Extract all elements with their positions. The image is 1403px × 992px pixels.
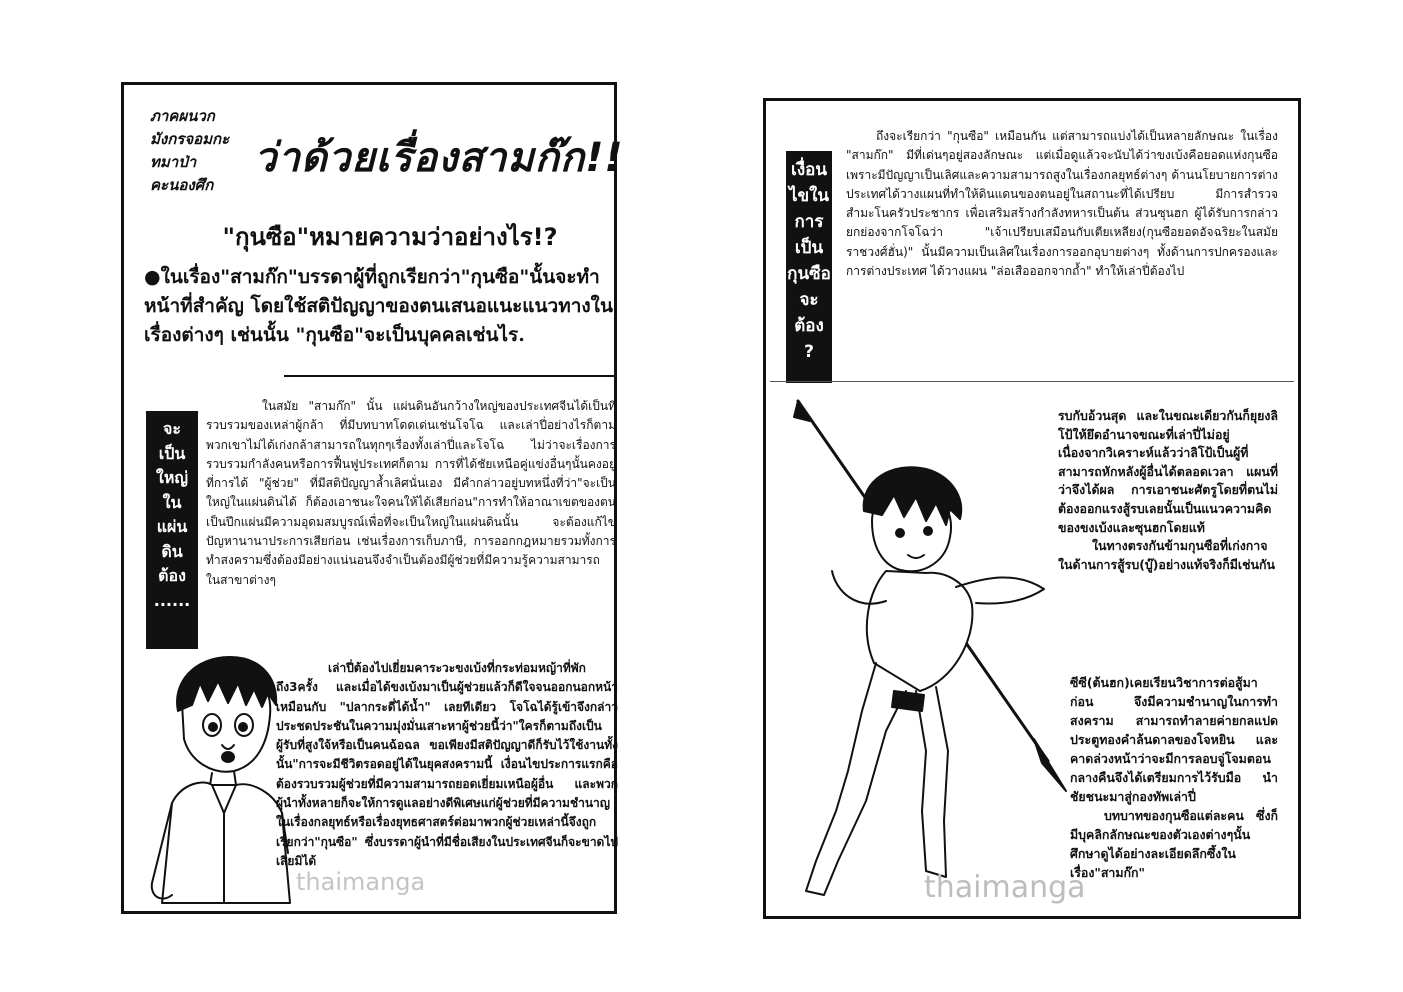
banner-word: ? [804, 342, 814, 362]
watermark: thaimanga [296, 868, 426, 896]
side-banner [146, 411, 198, 649]
divider [770, 381, 1294, 382]
banner-word: จะ [799, 290, 819, 310]
banner-word: แผ่น [156, 517, 188, 536]
side-banner [786, 151, 832, 383]
series-line: ทมาป่า [150, 153, 197, 171]
banner-word: ต้อง [794, 316, 824, 336]
banner-word: ไขใน [788, 186, 830, 206]
series-line: คะนองศึก [150, 176, 214, 194]
banner-word: ใหญ่ [156, 468, 188, 487]
banner-word: ...... [153, 590, 191, 610]
series-line: มังกรจอมกะ [150, 130, 230, 148]
paragraph-text: ซีซี(ต้นฮก)เคยเรียนวิชาการต่อสู้มาก่อน จึงมีความชำนาญในการทำสงคราม สามารถทำลายค่ายกลแปดประตูทองคำล้นดาลของโจหยิน และคาดล่วงหน้าว่าจะมีการลอบจู่โจมตอนกลางคืนจึงได้เตรียมการไว้รับมือ นำชัยชนะมาสู่กองทัพเล่าปี่ [1070, 675, 1278, 804]
right-page-frame [763, 98, 1301, 919]
banner-word: เงื่อน [791, 160, 827, 180]
banner-word: เป็น [794, 238, 824, 258]
body-paragraph: ถึงจะเรียกว่า "กุนซือ" เหมือนกัน แต่สามารถแบ่งได้เป็นหลายลักษณะ ในเรื่อง "สามก๊ก" มีที่เด่นๆอยู่สองลักษณะ แต่เมื่อดูแล้วจะนับได้ว่าขงเบ้งคือยอดแห่งกุนซือ เพราะมีปัญญาเป็นเลิศและความสามารถสูงในเรื่องกลยุทธ์ต่างๆ ด้านนโยบายการต่างประเทศได้วางแผนที่ทำให้ดินแดนของตนอยู่ในสถานะที่ได้เปรียบ มีการสำรวจสำมะโนครัวประชากร เพื่อเสริมสร้างกำลังทหารเป็นต้น ส่วนซุนฮก ผู้ได้รับการกล่าวยกย่องจากโจโฉว่า "เจ้าเปรียบเสมือนกับเตียเหลียง(กุนซือยอดอัจฉริยะในสมัยราชวงศ์ฮั่น)" นั้นมีความเป็นเลิศในเรื่องการออกอุบายต่างๆ ทั้งด้านการปกครองและการต่างประเทศ ได้วางแผน "ล่อเสือออกจากถ้ำ" ทำให้เล่าปี่ต้องไป [846, 129, 1278, 279]
watermark: thaimanga [924, 870, 1086, 905]
body-paragraph [1070, 673, 1278, 882]
left-page-frame [121, 82, 624, 914]
paragraph-text: ในทางตรงกันข้ามกุนซือที่เก่งกาจในด้านการสู้รบ(บู๊)อย่างแท้จริงก็มีเช่นกัน [1058, 538, 1275, 572]
page-subtitle: "กุนซือ"หมายความว่าอย่างไร!? [222, 223, 558, 251]
left-page [97, 72, 669, 922]
banner-word: กุนซือ [787, 264, 831, 284]
paragraph-text: บทบาทของกุนซือแต่ละคน ซึ่งก็มีบุคลิกลักษณะของตัวเองต่างๆนั้นศึกษาดูได้อย่างละเอียดลึกซึ้งในเรื่อง"สามก๊ก" [1070, 808, 1278, 880]
banner-word: ต้อง [158, 566, 186, 585]
right-page [735, 72, 1307, 922]
intro-paragraph: ●ในเรื่อง"สามก๊ก"บรรดาผู้ที่ถูกเรียกว่า"กุนซือ"นั้นจะทำหน้าที่สำคัญ โดยใช้สติปัญญาของตนเสนอแนะแนวทางในเรื่องต่างๆ เช่นนั้น "กุนซือ"จะเป็นบุคคลเช่นไร. [144, 266, 613, 346]
banner-word: ใน [162, 492, 182, 512]
boy-illustration [142, 653, 292, 913]
paragraph-text: รบกับอ้วนสุด และในขณะเดียวกันก็ยุยงลิโป้ให้ยึดอำนาจขณะที่เล่าปี่ไม่อยู่ เนื่องจากวิเคราะห์แล้วว่าลิโป้เป็นผู้ที่สามารถหักหลังผู้อื่นได้ตลอดเวลา แผนที่ว่าจึงได้ผล การเอาชนะศัตรูโดยที่ตนไม่ต้องออกแรงสู้รบเลยนั้นเป็นแนวความคิดของขงเบ้งและซุนฮกโดยแท้ [1058, 408, 1278, 535]
body-paragraph: เล่าปี่ต้องไปเยี่ยมคาระวะขงเบ้งที่กระท่อมหญ้าที่พักถึง3ครั้ง และเมื่อได้ขงเบ้งมาเป็นผู้ช่วยแล้วก็ดีใจจนออกนอกหน้า เหมือนกับ "ปลากระดี่ได้น้ำ" เลยทีเดียว โจโฉได้รู้เข้าจึงกล่าวประชดประชันในความมุ่งมั่นเสาะหาผู้ช่วยนี้ว่า"ใครก็ตามถึงเป็นผู้รับที่สูงใจ้หรือเป็นคนฉ้อฉล ขอเพียงมีสติปัญญาดีก็รับไว้ใช้งานทั้งนั้น"การจะมีชีวิตรอดอยู่ได้ในยุคสงครามนี้ เงื่อนไขประการแรกคือ ต้องรวบรวมผู้ช่วยที่มีความสามารถยอดเยี่ยมเหนือผู้อื่น และพวกผู้นำทั้งหลายก็จะให้การดูแลอย่างดีพิเศษแก่ผู้ช่วยที่มีความชำนาญในเรื่องกลยุทธ์หรือเรื่องยุทธศาสตร์ต่อมาพวกผู้ช่วยเหล่านี้จึงถูกเรียกว่า"กุนซือ" ซึ่งบรรดาผู้นำที่มีชื่อเสียงในประเทศจีนก็จะขาดไปเสียมิได้ [276, 661, 618, 868]
page-title: ว่าด้วยเรื่องสามก๊ก!! [254, 135, 624, 181]
body-paragraph: ในสมัย "สามก๊ก" นั้น แผ่นดินอันกว้างใหญ่ของประเทศจีนได้เป็นที่รวบรวมของเหล่าผู้กล้า ที่มีบทบาทโดดเด่นเช่นโจโฉ และเล่าปี่อย่างไรก็ตาม พวกเขาไม่ได้เก่งกล้าสามารถในทุกๆเรื่องทั้งเล่าปี่และโจโฉ ไม่ว่าจะเรื่องการรวบรวมกำลังคนหรือการฟื้นฟูประเทศก็ตาม การที่ได้ชัยเหนือคู่แข่งอื่นๆนั้นคงอยู่ที่การได้ "ผู้ช่วย" ที่มีสติปัญญาล้ำเลิศนั่นเอง มีคำกล่าวอยู่บทหนึ่งที่ว่า"จะเป็นใหญ่ในแผ่นดินได้ ก็ต้องเอาชนะใจคนให้ได้เสียก่อน"การทำให้อาณาเขตของตนเป็นปึกแผ่นมีความอุดมสมบูรณ์เพื่อที่จะเป็นใหญ่ในแผ่นดินนั้น จะต้องแก้ไขปัญหานานาประการเสียก่อน เช่นเรื่องการเก็บภาษี, การออกกฎหมายรวมทั้งการทำสงครามซึ่งต้องมีอย่างแน่นอนจึงจำเป็นต้องมีผู้ช่วยที่มีความรู้ความสามารถ ในสาขาต่างๆ [206, 399, 616, 587]
banner-word: การ [794, 212, 824, 232]
divider [284, 375, 614, 377]
banner-word: จะ [163, 419, 181, 438]
body-paragraph [1058, 407, 1278, 574]
banner-word: เป็น [158, 443, 186, 463]
warrior-illustration [776, 391, 1076, 911]
banner-word: ดิน [161, 541, 183, 561]
series-box [150, 105, 240, 197]
series-line: ภาคผนวก [150, 107, 215, 125]
